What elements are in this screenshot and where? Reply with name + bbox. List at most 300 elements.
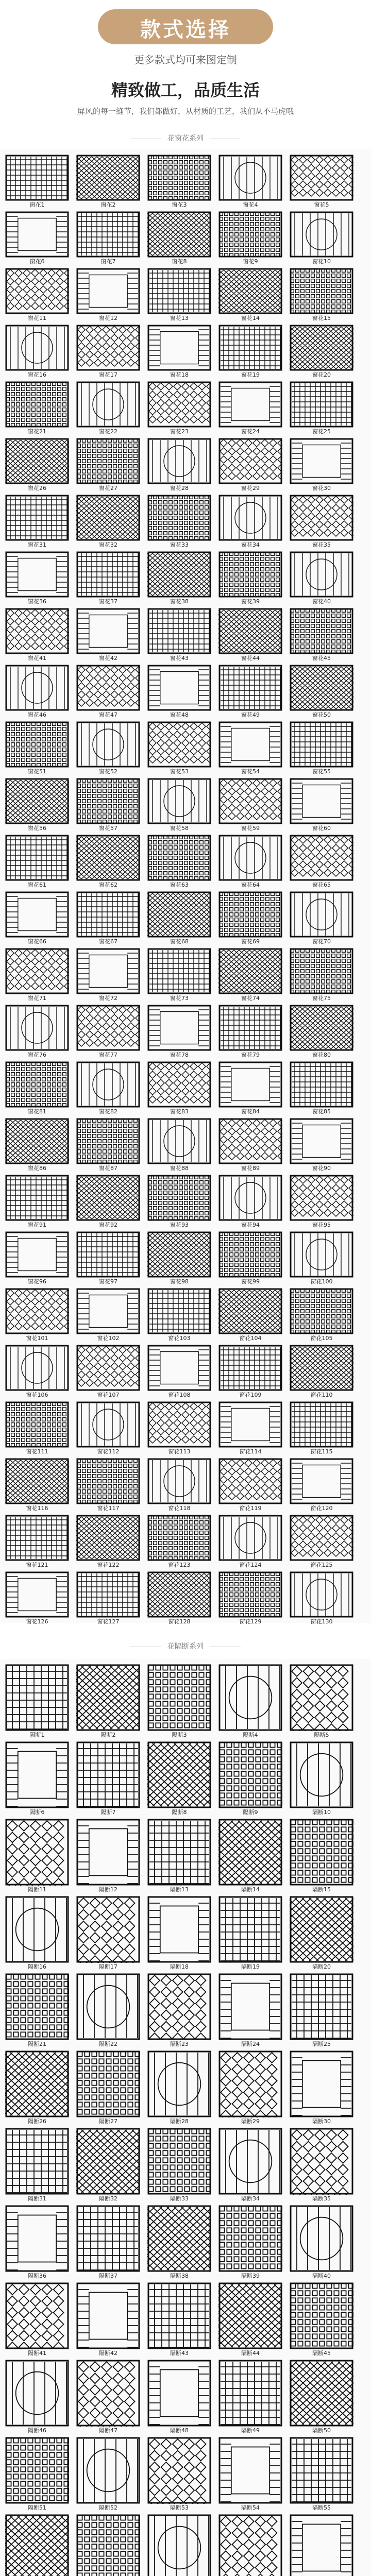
pattern-tile [218,325,282,371]
pattern-tile [218,551,282,598]
pattern-label: 窗花6 [29,258,45,265]
pattern-label: 窗花40 [312,598,331,605]
pattern-tile [147,2205,211,2272]
pattern-tile [147,1288,211,1334]
pattern-label: 窗花129 [239,1618,262,1625]
pattern-label: 隔断6 [29,1809,45,1816]
pattern-tile [5,665,69,711]
pattern-label: 隔断37 [99,2273,117,2279]
pattern-label: 窗花82 [99,1108,117,1115]
section-title-2: 花隔断系列 [0,1641,371,1651]
pattern-tile [290,381,353,428]
pattern-label: 窗花49 [241,711,260,718]
pattern-label: 窗花111 [26,1448,48,1455]
pattern-label: 窗花119 [239,1505,262,1512]
pattern-tile [290,1458,353,1504]
pattern-label: 隔断3 [172,1732,187,1738]
pattern-label: 隔断55 [312,2504,331,2511]
pattern-label: 窗花24 [241,428,260,435]
pattern-tile [5,2514,69,2576]
page-title: 款式选择 [140,18,231,42]
pattern-label: 窗花16 [28,371,46,378]
pattern-label: 窗花8 [172,258,187,265]
pattern-tile [290,1664,353,1731]
pattern-tile [218,608,282,654]
pattern-label: 窗花94 [241,1222,260,1228]
pattern-tile [290,2437,353,2504]
pattern-label: 窗花69 [241,938,260,945]
pattern-label: 窗花44 [241,655,260,662]
pattern-tile [5,608,69,654]
pattern-tile [5,268,69,314]
pattern-tile [147,1741,211,1808]
pattern-tile [147,268,211,314]
pattern-tile [5,495,69,541]
pattern-label: 隔断14 [241,1886,260,1893]
pattern-tile [218,2360,282,2427]
pattern-label: 窗花99 [241,1278,260,1285]
pattern-label: 窗花90 [312,1165,331,1172]
pattern-label: 窗花36 [28,598,46,605]
pattern-label: 隔断43 [170,2350,189,2357]
pattern-label: 窗花84 [241,1108,260,1115]
pattern-label: 窗花118 [168,1505,191,1512]
pattern-tile [76,495,140,541]
pattern-label: 窗花70 [312,938,331,945]
pattern-tile [76,608,140,654]
pattern-tile [76,1973,140,2040]
pattern-tile [5,891,69,938]
pattern-label: 窗花105 [310,1335,333,1342]
pattern-tile [76,1061,140,1108]
pattern-label: 窗花122 [97,1562,120,1568]
pattern-label: 窗花56 [28,825,46,832]
pattern-tile [218,155,282,201]
pattern-tile [76,835,140,881]
pattern-tile [76,1458,140,1504]
pattern-label: 窗花85 [312,1108,331,1115]
pattern-label: 隔断41 [28,2350,46,2357]
pattern-tile [5,1118,69,1164]
pattern-tile [218,2128,282,2195]
pattern-tile [147,438,211,484]
pattern-tile [5,1401,69,1448]
pattern-label: 窗花117 [97,1505,120,1512]
pattern-tile [76,2205,140,2272]
pattern-tile [290,2282,353,2349]
pattern-label: 窗花22 [99,428,117,435]
pattern-tile [290,1345,353,1391]
pattern-tile [218,2282,282,2349]
pattern-tile [218,2050,282,2117]
pattern-tile [290,891,353,938]
pattern-label: 窗花53 [170,768,189,775]
pattern-tile [147,1819,211,1886]
pattern-tile [5,2282,69,2349]
pattern-tile [218,268,282,314]
pattern-label: 窗花18 [170,371,189,378]
pattern-tile [290,1175,353,1221]
pattern-label: 窗花15 [312,315,331,321]
pattern-label: 窗花35 [312,541,331,548]
pattern-label: 隔断33 [170,2195,189,2202]
pattern-tile [218,211,282,258]
pattern-tile [290,1896,353,1963]
pattern-tile [290,1401,353,1448]
pattern-label: 隔断29 [241,2118,260,2125]
pattern-tile [76,2050,140,2117]
pattern-tile [5,2437,69,2504]
pattern-label: 隔断38 [170,2273,189,2279]
pattern-label: 窗花54 [241,768,260,775]
pattern-label: 窗花45 [312,655,331,662]
pattern-tile [147,1231,211,1278]
pattern-label: 隔断8 [172,1809,187,1816]
pattern-tile [5,1061,69,1108]
pattern-label: 隔断40 [312,2273,331,2279]
pattern-tile [147,2360,211,2427]
pattern-label: 隔断28 [170,2118,189,2125]
pattern-label: 窗花114 [239,1448,262,1455]
pattern-label: 隔断10 [312,1809,331,1816]
pattern-tile [76,268,140,314]
pattern-label: 窗花57 [99,825,117,832]
pattern-label: 窗花102 [97,1335,120,1342]
pattern-tile [290,2050,353,2117]
pattern-label: 窗花95 [312,1222,331,1228]
pattern-label: 隔断53 [170,2504,189,2511]
pattern-tile [5,438,69,484]
pattern-label: 窗花112 [97,1448,120,1455]
pattern-label: 隔断22 [99,2041,117,2047]
pattern-label: 隔断50 [312,2427,331,2434]
pattern-tile [290,1819,353,1886]
pattern-tile [290,1061,353,1108]
pattern-label: 隔断12 [99,1886,117,1893]
pattern-tile [290,608,353,654]
pattern-tile [76,1401,140,1448]
pattern-label: 窗花58 [170,825,189,832]
pattern-tile [76,2437,140,2504]
pattern-label: 窗花97 [99,1278,117,1285]
pattern-tile [218,438,282,484]
pattern-tile [290,778,353,824]
pattern-tile [147,1175,211,1221]
pattern-tile [5,2128,69,2195]
pattern-label: 窗花60 [312,825,331,832]
pattern-tile [147,1118,211,1164]
pattern-label: 窗花43 [170,655,189,662]
pattern-label: 窗花108 [168,1392,191,1398]
pattern-tile [76,2514,140,2576]
pattern-tile [290,551,353,598]
pattern-tile [147,211,211,258]
pattern-tile [218,891,282,938]
pattern-tile [218,778,282,824]
pattern-tile [147,1005,211,1051]
pattern-tile [218,1005,282,1051]
pattern-tile [76,1515,140,1561]
pattern-tile [147,1896,211,1963]
pattern-tile [218,1819,282,1886]
pattern-tile [218,1118,282,1164]
pattern-tile [76,1664,140,1731]
pattern-tile [76,1345,140,1391]
pattern-label: 隔断11 [28,1886,46,1893]
pattern-label: 窗花48 [170,711,189,718]
pattern-tile [290,438,353,484]
pattern-label: 窗花52 [99,768,117,775]
pattern-tile [218,1288,282,1334]
pattern-label: 窗花30 [312,485,331,492]
pattern-label: 窗花98 [170,1278,189,1285]
pattern-label: 窗花33 [170,541,189,548]
pattern-label: 隔断16 [28,1963,46,1970]
pattern-label: 窗花55 [312,768,331,775]
pattern-label: 窗花76 [28,1052,46,1058]
pattern-tile [218,1061,282,1108]
pattern-label: 窗花128 [168,1618,191,1625]
pattern-label: 窗花20 [312,371,331,378]
pattern-tile [76,891,140,938]
pattern-label: 隔断21 [28,2041,46,2047]
pattern-label: 窗花23 [170,428,189,435]
pattern-tile [5,1896,69,1963]
pattern-tile [147,1345,211,1391]
pattern-tile [76,2128,140,2195]
pattern-tile [5,1515,69,1561]
pattern-label: 窗花127 [97,1618,120,1625]
pattern-tile [218,1401,282,1448]
pattern-tile [76,381,140,428]
pattern-label: 窗花92 [99,1222,117,1228]
pattern-label: 隔断42 [99,2350,117,2357]
pattern-tile [218,2437,282,2504]
pattern-label: 隔断47 [99,2427,117,2434]
pattern-label: 窗花93 [170,1222,189,1228]
pattern-tile [290,835,353,881]
pattern-label: 窗花47 [99,711,117,718]
pattern-tile [76,1175,140,1221]
pattern-tile [5,381,69,428]
pattern-label: 窗花101 [26,1335,48,1342]
pattern-tile [76,211,140,258]
pattern-tile [290,665,353,711]
pattern-tile [290,1118,353,1164]
pattern-label: 隔断5 [314,1732,329,1738]
pattern-tile [76,2360,140,2427]
pattern-tile [76,1231,140,1278]
pattern-label: 窗花28 [170,485,189,492]
pattern-tile [147,495,211,541]
pattern-tile [76,1005,140,1051]
pattern-label: 窗花32 [99,541,117,548]
pattern-tile [5,948,69,994]
pattern-tile [147,891,211,938]
pattern-tile [5,1288,69,1334]
pattern-label: 窗花71 [28,995,46,1002]
pattern-label: 窗花38 [170,598,189,605]
pattern-label: 隔断17 [99,1963,117,1970]
pattern-tile [218,381,282,428]
pattern-tile [290,325,353,371]
pattern-label: 窗花2 [100,201,116,208]
pattern-label: 窗花79 [241,1052,260,1058]
pattern-tile [147,608,211,654]
pattern-tile [290,1515,353,1561]
pattern-label: 窗花11 [28,315,46,321]
pattern-label: 隔断13 [170,1886,189,1893]
pattern-tile [5,1175,69,1221]
pattern-label: 窗花7 [100,258,116,265]
pattern-label: 窗花25 [312,428,331,435]
pattern-tile [147,1458,211,1504]
pattern-label: 窗花106 [26,1392,48,1398]
pattern-label: 窗花123 [168,1562,191,1568]
pattern-tile [5,1973,69,2040]
pattern-tile [5,2205,69,2272]
pattern-tile [147,1571,211,1618]
pattern-label: 窗花124 [239,1562,262,1568]
pattern-label: 隔断46 [28,2427,46,2434]
pattern-tile [218,1571,282,1618]
pattern-label: 窗花126 [26,1618,48,1625]
pattern-label: 窗花87 [99,1165,117,1172]
pattern-label: 隔断7 [100,1809,116,1816]
description: 屏风的每一缝节，我们都做好，从材质的工艺，我们从不马虎哦 [77,107,294,116]
pattern-label: 窗花34 [241,541,260,548]
pattern-label: 窗花73 [170,995,189,1002]
pattern-label: 窗花12 [99,315,117,321]
pattern-tile [290,1571,353,1618]
pattern-tile [147,948,211,994]
pattern-tile [290,495,353,541]
pattern-label: 窗花86 [28,1165,46,1172]
pattern-label: 窗花75 [312,995,331,1002]
pattern-tile [218,1664,282,1731]
pattern-tile [290,155,353,201]
pattern-label: 窗花26 [28,485,46,492]
pattern-label: 隔断52 [99,2504,117,2511]
pattern-tile [5,778,69,824]
pattern-tile [76,438,140,484]
pattern-label: 窗花39 [241,598,260,605]
pattern-label: 窗花80 [312,1052,331,1058]
pattern-tile [147,2437,211,2504]
pattern-label: 窗花31 [28,541,46,548]
pattern-tile [147,381,211,428]
pattern-tile [76,2282,140,2349]
pattern-tile [147,835,211,881]
pattern-tile [290,268,353,314]
pattern-label: 隔断9 [243,1809,258,1816]
partition-pattern-section [0,1659,371,2576]
pattern-tile [290,2128,353,2195]
pattern-label: 隔断49 [241,2427,260,2434]
pattern-tile [76,1288,140,1334]
pattern-tile [218,1231,282,1278]
pattern-label: 隔断36 [28,2273,46,2279]
pattern-label: 窗花37 [99,598,117,605]
pattern-tile [290,2514,353,2576]
pattern-tile [5,1664,69,1731]
pattern-label: 窗花89 [241,1165,260,1172]
pattern-label: 窗花27 [99,485,117,492]
pattern-label: 隔断31 [28,2195,46,2202]
pattern-tile [218,2205,282,2272]
pattern-tile [218,1458,282,1504]
pattern-tile [76,325,140,371]
pattern-tile [147,155,211,201]
pattern-label: 隔断34 [241,2195,260,2202]
pattern-label: 窗花59 [241,825,260,832]
pattern-tile [76,665,140,711]
pattern-tile [76,1571,140,1618]
pattern-tile [76,155,140,201]
pattern-label: 窗花5 [314,201,329,208]
pattern-label: 窗花104 [239,1335,262,1342]
pattern-label: 窗花72 [99,995,117,1002]
pattern-tile [5,155,69,201]
pattern-label: 窗花77 [99,1052,117,1058]
pattern-label: 隔断45 [312,2350,331,2357]
slogan: 精致做工，品质生活 [111,80,260,100]
pattern-label: 窗花130 [310,1618,333,1625]
pattern-label: 隔断18 [170,1963,189,1970]
pattern-label: 窗花96 [28,1278,46,1285]
pattern-label: 窗花3 [172,201,187,208]
pattern-tile [76,1819,140,1886]
header [0,0,371,149]
pattern-tile [5,1345,69,1391]
pattern-tile [147,1515,211,1561]
pattern-tile [218,1515,282,1561]
pattern-tile [147,2514,211,2576]
pattern-tile [218,1741,282,1808]
pattern-label: 窗花83 [170,1108,189,1115]
pattern-label: 窗花120 [310,1505,333,1512]
pattern-label: 隔断2 [100,1732,116,1738]
pattern-tile [76,778,140,824]
pattern-label: 窗花100 [310,1278,333,1285]
pattern-label: 隔断44 [241,2350,260,2357]
pattern-tile [147,1973,211,2040]
pattern-label: 窗花10 [312,258,331,265]
pattern-tile [218,1175,282,1221]
pattern-label: 窗花21 [28,428,46,435]
window-pattern-section [0,149,371,1623]
pattern-label: 窗花50 [312,711,331,718]
pattern-tile [218,495,282,541]
pattern-label: 隔断23 [170,2041,189,2047]
pattern-label: 窗花115 [310,1448,333,1455]
pattern-label: 窗花103 [168,1335,191,1342]
pattern-tile [218,948,282,994]
pattern-tile [5,835,69,881]
pattern-label: 窗花91 [28,1222,46,1228]
section-title-1: 花窗花系列 [0,133,371,143]
pattern-tile [147,1401,211,1448]
pattern-tile [5,1819,69,1886]
pattern-tile [5,2360,69,2427]
pattern-label: 隔断15 [312,1886,331,1893]
pattern-label: 窗花113 [168,1448,191,1455]
pattern-tile [218,835,282,881]
pattern-tile [5,325,69,371]
pattern-label: 窗花41 [28,655,46,662]
pattern-label: 窗花29 [241,485,260,492]
pattern-label: 窗花110 [310,1392,333,1398]
